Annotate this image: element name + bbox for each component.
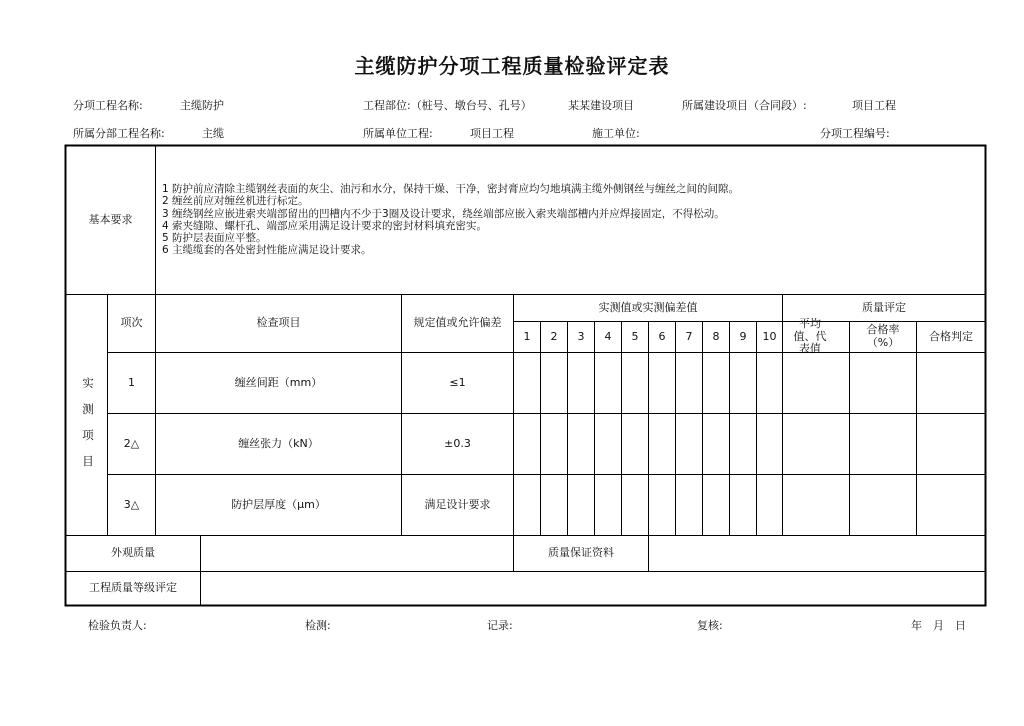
col-item-header: 检查项目 — [256, 316, 301, 330]
col-spec-header: 规定值或允许偏差 — [413, 316, 502, 330]
unit-label: 所属单位工程: — [363, 127, 433, 140]
row-3-no: 3△ — [123, 497, 140, 511]
belong-project-value: 项目工程 — [852, 99, 896, 112]
unit-value: 项目工程 — [470, 127, 514, 140]
check-label: 检测: — [305, 619, 331, 632]
requirement-item: 4 索夹缝隙、螺杆孔、端部应采用满足设计要求的密封材料填充密实。 — [162, 219, 488, 232]
review-label: 复核: — [697, 619, 723, 632]
division-label: 所属分部工程名称: — [73, 127, 165, 140]
requirement-item: 5 防护层表面应平整。 — [162, 232, 267, 245]
col-number-3: 3 — [577, 329, 585, 343]
record-label: 记录: — [487, 619, 513, 632]
col-number-9: 9 — [739, 329, 747, 343]
col-judge-header: 合格判定 — [929, 329, 973, 343]
division-value: 主缆 — [202, 127, 224, 140]
requirement-item: 1 防护前应清除主缆钢丝表面的灰尘、油污和水分，保持干燥、干净，密封膏应均匀地填满主缆外侧钢丝与缠丝之间的间隙。 — [162, 183, 740, 195]
grade-label: 工程质量等级评定 — [89, 581, 177, 595]
row-3-item: 防护层厚度（μm） — [231, 497, 326, 511]
location-label: 工程部位:（桩号、墩台号、孔号） — [363, 99, 532, 112]
basic-requirements-list — [162, 183, 739, 257]
row-2-no: 2△ — [123, 436, 140, 450]
assurance-label: 质量保证资料 — [548, 546, 614, 560]
sub-project-name-label: 分项工程名称: — [73, 99, 143, 112]
col-pass-rate-header: 合格率（%） — [866, 323, 900, 349]
requirement-item: 6 主缆缆套的各处密封性能应满足设计要求。 — [162, 244, 372, 257]
belong-project-label: 所属建设项目（合同段）: — [682, 99, 807, 112]
sub-project-name-value: 主缆防护 — [180, 99, 224, 112]
col-number-10: 10 — [762, 329, 777, 343]
col-number-2: 2 — [550, 329, 558, 343]
col-number-5: 5 — [631, 329, 639, 343]
measured-items-side-label: 实 测 项 目 — [82, 376, 94, 468]
requirement-item: 3 缠绕钢丝应嵌进索夹端部留出的凹槽内不少于3圈及设计要求，绕丝端部应嵌入索夹端部槽内并应焊接固定，不得松动。 — [162, 207, 725, 220]
row-2-item: 缠丝张力（kN） — [238, 436, 319, 450]
location-value: 某某建设项目 — [568, 99, 634, 112]
date-label: 年 月 日 — [911, 619, 966, 632]
row-1-no: 1 — [128, 375, 135, 389]
appearance-label: 外观质量 — [111, 546, 155, 560]
col-number-4: 4 — [604, 329, 612, 343]
col-number-8: 8 — [712, 329, 720, 343]
col-avg-header: 平均值、代表值 — [793, 317, 827, 356]
requirement-item: 2 缠丝前应对缠丝机进行标定。 — [162, 195, 309, 208]
constructor-label: 施工单位: — [592, 127, 640, 140]
col-measured-header: 实测值或实测偏差值 — [598, 300, 698, 314]
col-number-6: 6 — [658, 329, 666, 343]
row-1-item: 缠丝间距（mm） — [234, 375, 323, 389]
code-label: 分项工程编号: — [820, 127, 890, 140]
col-number-7: 7 — [685, 329, 693, 343]
page-title: 主缆防护分项工程质量检验评定表 — [354, 54, 670, 78]
col-number-1: 1 — [523, 329, 531, 343]
row-3-spec: 满足设计要求 — [424, 497, 491, 511]
col-item-no-header: 项次 — [120, 316, 143, 330]
col-quality-header: 质量评定 — [862, 300, 906, 314]
row-2-spec: ±0.3 — [444, 436, 471, 450]
row-1-spec: ≤1 — [449, 375, 466, 389]
basic-requirements-label: 基本要求 — [88, 212, 133, 226]
inspector-label: 检验负责人: — [88, 619, 147, 632]
